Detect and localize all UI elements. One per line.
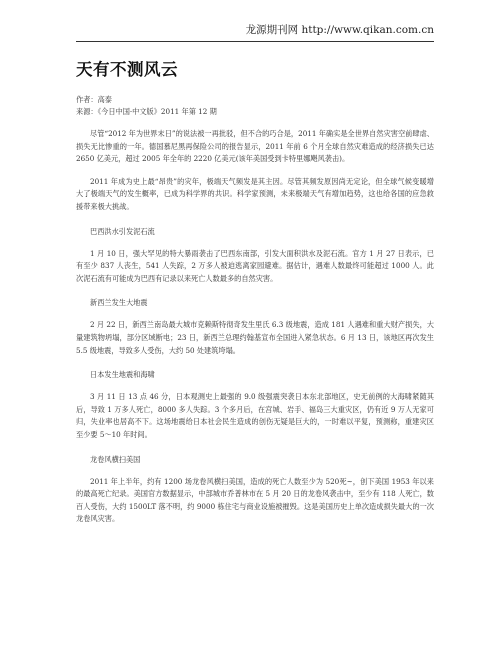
- header-divider: [76, 41, 434, 42]
- site-header: 龙源期刊网 http://www.qikan.com.cn: [245, 24, 434, 36]
- intro-paragraph-1: 尽管“2012 年为世界末日”的说法被一再批驳，但不合的巧合是，2011 年确实是全世界自然灾害空前肆虐、损失无比惨重的一年。德国慕尼黑再保险公司的报告显示，2011 年前 6 个月全球自然灾难造成的经济损失已达 2650 亿美元，超过 2005 年全年的 2220 亿美元(该年美国受到卡特里娜飓风袭击)。: [76, 129, 434, 164]
- article-body: [76, 56, 434, 526]
- section-heading-brazil: 巴西洪水引发泥石流: [90, 226, 155, 236]
- article-author: 作者：高泰: [76, 95, 112, 104]
- section-body-usa: 2011 年上半年，约有 1200 场龙卷风横扫美国，造成的死亡人数至少为 520死~，创下美国 1953 年以来的最高死亡纪录。美国官方数据显示，中部城市乔普林市在 5 月 20 日的龙卷风袭击中，至少有 118 人死亡，数百人受伤，大约 1500LT 落不明，约 9000 栋住宅与商业设施被摧毁。这是美国历史上单次造成损失最大的一次龙卷风灾害。: [76, 476, 434, 524]
- section-body-new-zealand: 2 月 22 日，新西兰南岛最大城市克赖斯特彻奇发生里氏 6.3 级地震，造成 181 人遇难和重大财产损失，大量建筑物坍塌，部分区域断电；23 日，新西兰总理约翰基宣布全国进入紧急状态。6 月 13 日，该地区再次发生 5.5 级地震，导致多人受伤，大约 50 处建筑垮塌。: [76, 320, 434, 355]
- intro-paragraph-2: 2011 年成为史上最“昂贵”的灾年，极端天气频发是其主因。尽管其频发原因尚无定论，但全球气候变暖增大了极端天气的发生概率，已成为科学界的共识。科学家预测，未来极端天气有增加趋势，这也给各国的应急救援带来极大挑战。: [76, 176, 434, 211]
- section-heading-new-zealand: 新西兰发生大地震: [90, 298, 148, 308]
- section-heading-usa: 龙卷风横扫美国: [90, 454, 141, 464]
- section-body-japan: 3 月 11 日 13 点 46 分，日本观测史上最强的 9.0 级强震突袭日本东北部地区，史无前例的大海啸紧随其后，导致 1 万多人死亡，8000 多人失踪。3 个多月后，在宫城、岩手、福岛三大重灾区，仍有近 9 万人无家可归，失业率也居高不下。这场地震给日本社会民生造成的创伤无疑是巨大的，一时难以平复，预测称，重建灾区至少要 5～10 年时间。: [76, 392, 434, 439]
- article-title: 天有不测风云: [76, 60, 178, 79]
- section-heading-japan: 日本发生地震和海啸: [90, 370, 155, 380]
- section-body-brazil: 1 月 10 日，强大罕见的特大暴雨袭击了巴西东南部，引发大面积洪水及泥石流。官方 1 月 27 日表示，已有至少 837 人丧生，541 人失踪，2 万多人被迫逃离家园避难。据估计，遇难人数最终可能超过 1000 人。此次泥石流有可能成为巴西有记录以来死亡人数最多的自然灾害。: [76, 248, 434, 283]
- article-source: 来源：《今日中国·中文版》2011 年第 12 期: [76, 107, 217, 116]
